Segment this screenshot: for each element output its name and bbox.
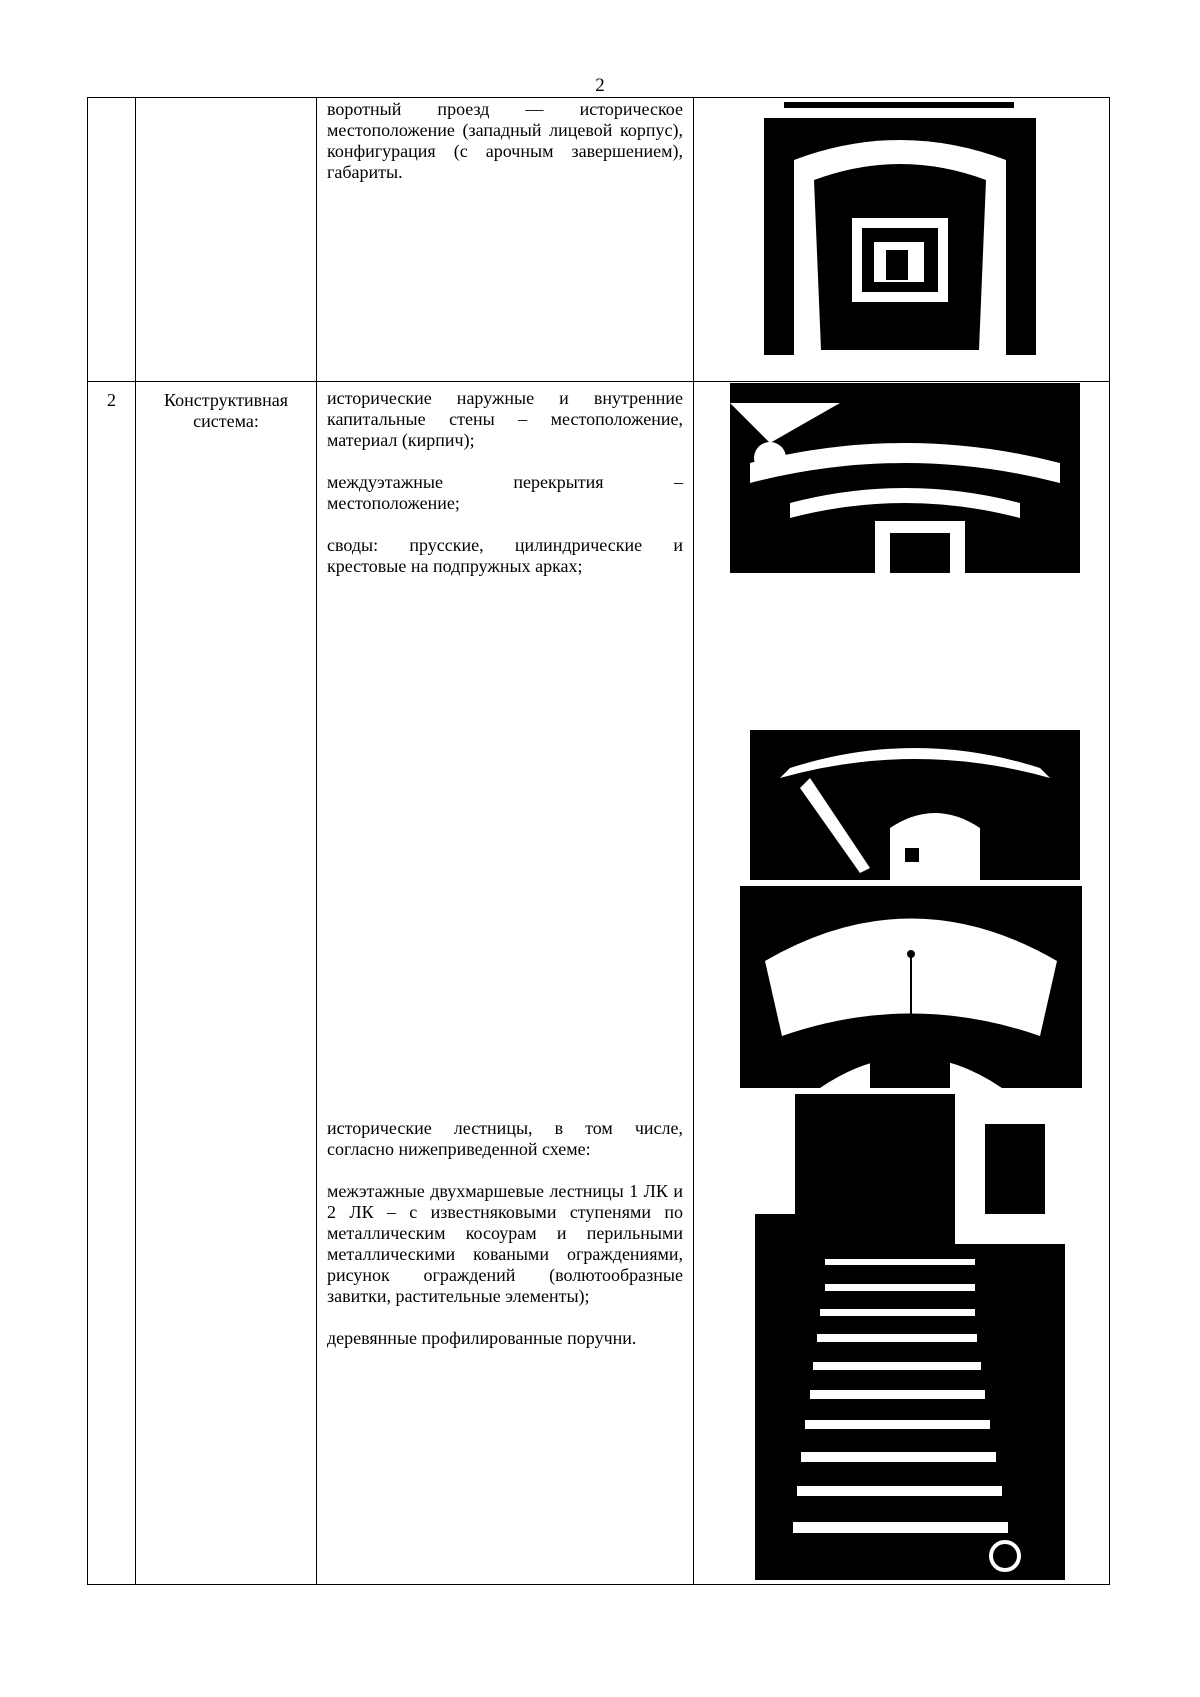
row-title-cell bbox=[136, 98, 317, 382]
row-number-cell bbox=[88, 98, 136, 382]
page-number: 2 bbox=[595, 75, 605, 96]
staircase-icon bbox=[755, 1094, 1065, 1580]
subject-protection-table bbox=[87, 97, 1110, 1585]
row-title: Конструктивная система: bbox=[164, 390, 288, 431]
photo-cell bbox=[694, 382, 1110, 1585]
description-paragraph: исторические лестницы, в том числе, согласно нижеприведенной схеме: bbox=[327, 1118, 683, 1159]
row-number: 2 bbox=[107, 390, 116, 410]
vault-icon bbox=[750, 718, 1080, 880]
description-paragraph: деревянные профилированные поручни. bbox=[327, 1328, 637, 1348]
description-paragraph: межэтажные двухмаршевые лестницы 1 ЛК и 2 ЛК – с известняковыми ступенями по металлическим косоурам и перильными металлическими коваными ограждениями, рисунок ограждений (волютообразные завитки, растительные элементы); bbox=[327, 1181, 683, 1306]
table-row bbox=[88, 382, 1110, 1585]
description-paragraph: исторические наружные и внутренние капитальные стены – местоположение, материал (кирпич); bbox=[327, 388, 683, 450]
photo-staircase bbox=[755, 1094, 1065, 1580]
description-cell bbox=[317, 98, 694, 382]
description-paragraph: междуэтажные перекрытия – местоположение; bbox=[327, 472, 683, 513]
photo-cell bbox=[694, 98, 1110, 382]
row-title-cell bbox=[136, 382, 317, 1585]
table-row bbox=[88, 98, 1110, 382]
photo-vaults-1 bbox=[730, 383, 1080, 573]
row-title bbox=[136, 98, 316, 106]
photo-vaults-2 bbox=[750, 718, 1080, 880]
description-paragraph: воротный проезд — историческое местоположение (западный лицевой корпус), конфигурация (с арочным завершением), габариты. bbox=[327, 99, 683, 182]
photo-gate-passage bbox=[764, 100, 1036, 372]
row-number bbox=[88, 98, 135, 106]
gate-passage-icon bbox=[764, 100, 1036, 372]
description-cell bbox=[317, 382, 694, 1585]
description-paragraph: своды: прусские, цилиндрические и крестовые на подпружных арках; bbox=[327, 535, 683, 576]
row-number-cell bbox=[88, 382, 136, 1585]
photo-vaults-3 bbox=[740, 886, 1082, 1088]
vault-icon bbox=[730, 383, 1080, 573]
vault-icon bbox=[740, 886, 1082, 1088]
